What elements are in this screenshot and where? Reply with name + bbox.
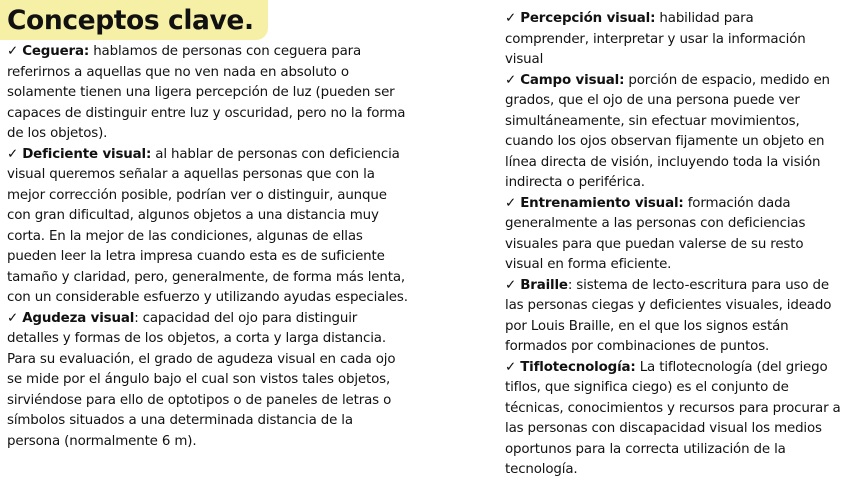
- definition-ceguera: [7, 42, 409, 145]
- definition-deficiente-visual: [7, 145, 409, 309]
- title-banner: [0, 0, 268, 40]
- definition-text: : capacidad del ojo para distinguir detalles y formas de los objetos, a corta y larga distancia. Para su evaluación, el grado de agudeza visual en cada ojo se mide por el ángulo bajo el cual son vistos tales objetos, sirviéndose para ello de optotipos o de paneles de letras o símbolos situados a una determinada distancia de la persona (normalmente 6 m).: [7, 310, 396, 449]
- check-icon: ✓: [505, 359, 517, 375]
- definition-term: Entrenamiento visual:: [520, 195, 684, 211]
- definition-text: porción de espacio, medido en grados, que el ojo de una persona puede ver simultáneamente, sin efectuar movimientos, cuando los ojos observan fijamente un objeto en línea directa de visión, incluyendo toda la visión indirecta o periférica.: [505, 72, 830, 190]
- check-icon: ✓: [505, 277, 517, 293]
- definition-tiflotecnologia: [505, 358, 841, 481]
- page-title: Conceptos clave.: [7, 4, 254, 36]
- definition-term: Braille: [520, 277, 568, 293]
- definition-text: habilidad para comprender, interpretar y usar la información visual: [505, 11, 806, 67]
- definition-term: Ceguera:: [22, 44, 90, 59]
- definition-entrenamiento-visual: [505, 194, 841, 276]
- definition-term: Tiflotecnología:: [520, 359, 636, 375]
- definition-term: Campo visual:: [520, 72, 625, 88]
- definition-agudeza-visual: [7, 309, 409, 453]
- check-icon: ✓: [505, 72, 517, 88]
- definition-text: La tiflotecnología (del griego tiflos, que significa ciego) es el conjunto de técnicas, conocimientos y recursos para procurar a las personas con discapacidad visual los medios oportunos para la correcta utilización de la tecnología.: [505, 359, 841, 477]
- definition-text: : sistema de lecto-escritura para uso de las personas ciegas y deficientes visuales, ideado por Louis Braille, en el que los signos están formados por combinaciones de puntos.: [505, 277, 832, 354]
- definition-braille: [505, 276, 841, 358]
- check-icon: ✓: [7, 44, 19, 59]
- definition-text: hablamos de personas con ceguera para referirnos a aquellas que no ven nada en absoluto o solamente tienen una ligera percepción de luz (pueden ser capaces de distinguir entre luz y oscuridad, pero no la forma de los objetos).: [7, 44, 406, 141]
- check-icon: ✓: [7, 310, 19, 326]
- left-column: [7, 42, 409, 452]
- definition-term: Agudeza visual: [22, 310, 135, 326]
- check-icon: ✓: [7, 146, 19, 162]
- definition-text: formación dada generalmente a las personas con deficiencias visuales para que puedan valerse de su resto visual en forma eficiente.: [505, 195, 806, 272]
- definition-term: Deficiente visual:: [22, 146, 152, 162]
- definition-percepcion-visual: [505, 9, 841, 71]
- check-icon: ✓: [505, 195, 517, 211]
- definition-term: Percepción visual:: [520, 11, 656, 26]
- right-column: [505, 9, 841, 481]
- definition-text: al hablar de personas con deficiencia visual queremos señalar a aquellas personas que con la mejor corrección posible, podrían ver o distinguir, aunque con gran dificultad, algunos objetos a una distancia muy corta. En la mejor de las condiciones, algunas de ellas pueden leer la letra impresa cuando esta es de suficiente tamaño y claridad, pero, generalmente, de forma más lenta, con un considerable esfuerzo y utilizando ayudas especiales.: [7, 146, 408, 305]
- check-icon: ✓: [505, 11, 517, 26]
- definition-campo-visual: [505, 71, 841, 194]
